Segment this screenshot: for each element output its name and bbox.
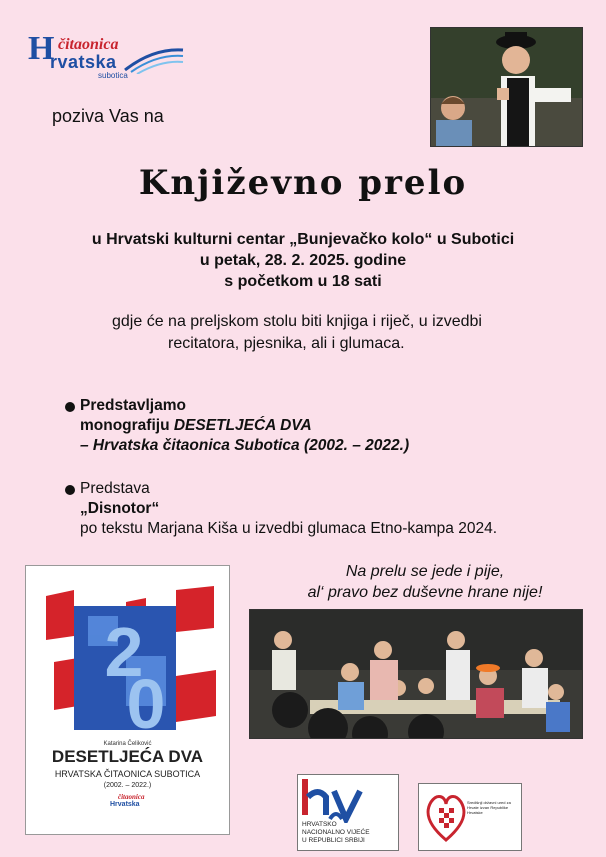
venue-line-1: u Hrvatski kulturni centar „Bunjevačko kolo“ u Subotici (91, 231, 515, 248)
bullet1-line3: – Hrvatska čitaonica Subotica (2002. – 2022.) (80, 437, 410, 454)
logo-sub-text: subotica (98, 71, 128, 80)
ured-logo (418, 783, 522, 851)
book-subtitle: HRVATSKA ČITAONICA SUBOTICA (54, 769, 201, 779)
bullet2-line3: po tekstu Marjana Kiša u izvedbi glumaca Etno-kampa 2024. (80, 520, 498, 537)
hnv-logo-mark (302, 779, 372, 823)
hnv-line-2: NACIONALNO VIJEĆE (302, 829, 370, 836)
description-line-1: gdje će na preljskom stolu biti knjiga i riječ, u izvedbi (112, 313, 482, 330)
book-logo-main: Hrvatska (110, 801, 140, 808)
quote-line-1: Na prelu se jede i pije, (345, 563, 505, 580)
logo-main-text: rvatska (50, 52, 117, 72)
book-digit-2: 2 (104, 613, 144, 691)
hnv-line-3: U REPUBLICI SRBIJI (302, 837, 365, 844)
event-title: Književno prelo (138, 163, 468, 203)
logo-initial: H (28, 30, 55, 67)
venue-line-2: u petak, 28. 2. 2025. godine (199, 252, 407, 269)
book-digit-0: 0 (126, 665, 166, 741)
hrvatska-citaonica-logo (28, 30, 188, 80)
bullet1-line2-prefix: monografiju (80, 417, 174, 434)
venue-line-3: s početkom u 18 sati (224, 273, 382, 290)
book-cover (25, 565, 230, 835)
description-line-2: recitatora, pjesnika, ali i glumaca. (168, 335, 405, 352)
bullet-icon (65, 402, 75, 412)
book-years: (2002. – 2022.) (103, 782, 152, 789)
bullet2-line1: Predstava (80, 480, 150, 497)
logo-script-text: čitaonica (58, 36, 119, 53)
group-photo (249, 609, 583, 739)
group-photo-illustration (250, 610, 582, 738)
ured-text: Središnji državni ured za Hrvate izvan Republike Hrvatske (467, 800, 511, 815)
hnv-line-1: HRVATSKO (302, 821, 337, 828)
book-title: DESETLJEĆA DVA (51, 747, 204, 766)
quote-line-2: al‘ pravo bez duševne hrane nije! (307, 584, 543, 601)
book-cover-art (26, 566, 229, 741)
hnv-logo (297, 774, 399, 851)
bullet1-line2-italic: DESETLJEĆA DVA (173, 417, 312, 434)
bullet1-line1: Predstavljamo (80, 397, 186, 414)
performer-photo (430, 27, 583, 147)
wave-icon (123, 44, 185, 74)
bullet-icon (65, 485, 75, 495)
heart-checkerboard-icon (425, 790, 467, 844)
book-logo-script: čitaonica (118, 793, 145, 801)
performer-photo-illustration (431, 28, 582, 146)
bullet2-line2: „Disnotor“ (80, 500, 160, 517)
bullet1-line2 (80, 416, 312, 436)
book-author: Katarina Čeliković (103, 741, 152, 747)
invite-text: poziva Vas na (52, 106, 164, 126)
